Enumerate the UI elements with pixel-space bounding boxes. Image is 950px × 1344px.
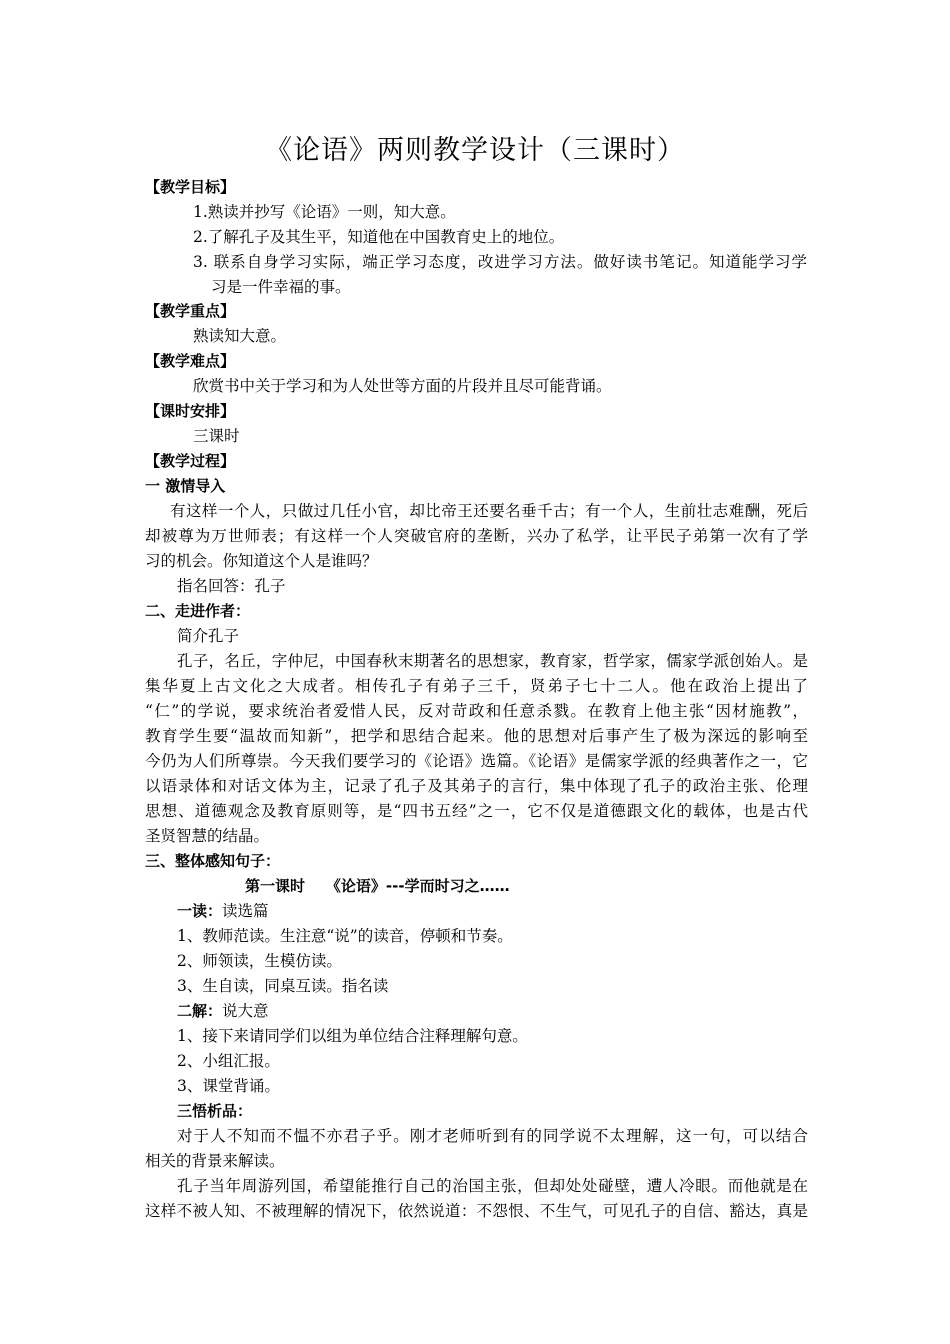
explain-item-2: 2、小组汇报。: [177, 1052, 280, 1070]
read-text: 读选篇: [222, 902, 269, 920]
read-item-1: 1、教师范读。生注意“说”的读音，停顿和节奏。: [177, 927, 513, 945]
read-item-2: 2、师领读，生模仿读。: [177, 952, 342, 970]
section-2-line-7: 思想、道德观念及教育原则等，是“四书五经”之一，它不仅是道德跟文化的载体，也是古代: [145, 802, 808, 820]
section-1-heading: 一 激情导入: [145, 477, 226, 495]
section-2-line-8: 圣贤智慧的结晶。: [145, 827, 270, 845]
section-3-heading: 三、整体感知句子：: [145, 852, 281, 870]
explain-label: 二解：: [177, 1002, 223, 1020]
read-row: [177, 901, 842, 921]
section-2-line-1: 孔子，名丘，字仲尼，中国春秋末期著名的思想家，教育家，哲学家，儒家学派创始人。是: [177, 652, 808, 670]
objectives-heading: 【教学目标】: [145, 178, 236, 196]
schedule-text: 三课时: [193, 427, 240, 445]
lesson-1-title: 第一课时 《论语》---学而时习之……: [245, 877, 510, 895]
appreciate-p2-line-2: 这样不被人知、不被理解的情况下，依然说道：不怨恨、不生气，可见孔子的自信、豁达，真是: [145, 1202, 808, 1220]
process-heading: 【教学过程】: [145, 452, 236, 470]
key-points-text: 熟读知大意。: [193, 327, 287, 345]
explain-item-3: 3、课堂背诵。: [177, 1077, 280, 1095]
difficulties-text: 欣赏书中关于学习和为人处世等方面的片段并且尽可能背诵。: [193, 377, 612, 395]
appreciate-p1-line-1: 对于人不知而不愠不亦君子乎。刚才老师听到有的同学说不太理解，这一句，可以结合: [177, 1127, 808, 1145]
explain-row: [177, 1001, 842, 1021]
section-2-line-6: 以语录体和对话文体为主，记录了孔子及其弟子的言行，集中体现了孔子的政治主张、伦理: [145, 777, 808, 795]
explain-item-1: 1、接下来请同学们以组为单位结合注释理解句意。: [177, 1027, 528, 1045]
read-label: 一读：: [177, 902, 223, 920]
schedule-heading: 【课时安排】: [145, 402, 236, 420]
section-2-line-3: “仁”的学说，要求统治者爱惜人民，反对苛政和任意杀戮。在教育上他主张“因材施教”，: [145, 702, 808, 720]
appreciate-p2-line-1: 孔子当年周游列国，希望能推行自己的治国主张，但却处处碰壁，遭人冷眼。而他就是在: [177, 1177, 808, 1195]
section-1-line-3: 习的机会。你知道这个人是谁吗？: [145, 552, 378, 570]
appreciate-p1-line-2: 相关的背景来解读。: [145, 1152, 285, 1170]
section-1-line-2: 却被尊为万世师表；有这样一个人突破官府的垄断，兴办了私学，让平民子弟第一次有了学: [145, 527, 808, 545]
difficulties-heading: 【教学难点】: [145, 352, 236, 370]
appreciate-label: 三悟析品：: [177, 1102, 253, 1120]
document-title: 《论语》两则教学设计（三课时）: [265, 135, 685, 166]
section-2-heading: 二、走进作者：: [145, 602, 251, 620]
section-1-line-1: 有这样一个人，只做过几任小官，却比帝王还要名垂千古；有一个人，生前壮志难酬，死后: [170, 502, 808, 520]
read-item-3: 3、生自读，同桌互读。指名读: [177, 977, 389, 995]
objective-item-1: 1.熟读并抄写《论语》一则，知大意。: [193, 203, 456, 221]
section-2-line-2: 集华夏上古文化之大成者。相传孔子有弟子三千，贤弟子七十二人。他在政治上提出了: [145, 677, 808, 695]
section-2-line-5: 今仍为人们所尊崇。今天我们要学习的《论语》选篇。《论语》是儒家学派的经典著作之一，它: [145, 752, 808, 770]
section-1-answer: 指名回答：孔子: [177, 577, 286, 595]
objective-item-2: 2.了解孔子及其生平，知道他在中国教育史上的地位。: [193, 228, 565, 246]
section-2-intro: 简介孔子: [177, 627, 240, 645]
objective-item-3: 3. 联系自身学习实际，端正学习态度，改进学习方法。做好读书笔记。知道能学习学: [193, 253, 807, 271]
key-points-heading: 【教学重点】: [145, 302, 236, 320]
section-2-line-4: 教育学生要“温故而知新”，把学和思结合起来。他的思想对后事产生了极为深远的影响至: [145, 727, 808, 745]
explain-text: 说大意: [222, 1002, 269, 1020]
objective-item-3-cont: 习是一件幸福的事。: [211, 278, 351, 296]
